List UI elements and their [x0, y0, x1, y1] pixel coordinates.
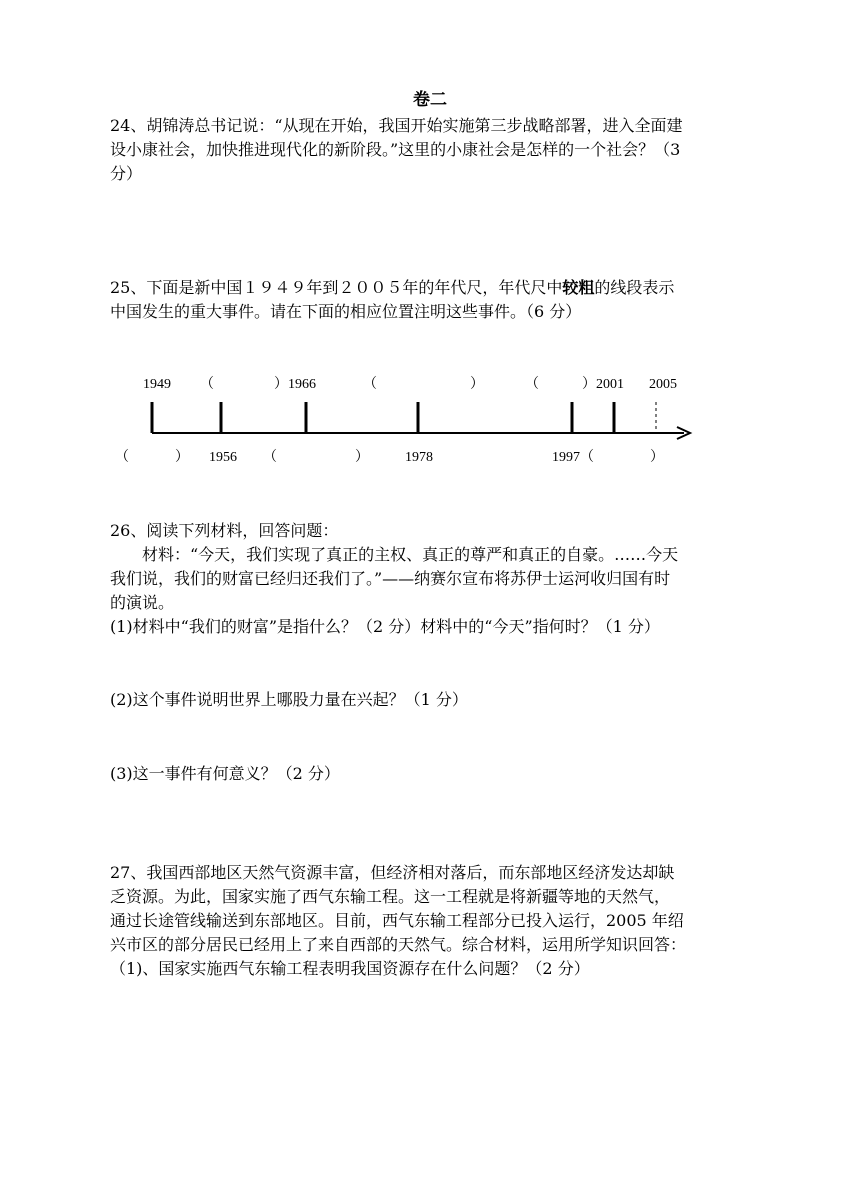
q26-material-line-1: 材料：“今天，我们实现了真正的主权、真正的尊严和真正的自豪。……今天	[142, 545, 679, 564]
label-1978: 1978	[405, 450, 433, 465]
q25-line-2: 中国发生的重大事件。请在下面的相应位置注明这些事件。（6 分）	[110, 302, 582, 321]
blank-close-4: ）	[175, 450, 189, 465]
blank-open-4: （	[115, 450, 129, 465]
q26-material-line-3: 的演说。	[110, 593, 175, 612]
blank-open-3: （	[525, 377, 539, 392]
q24-line-1: 24、胡锦涛总书记说：“从现在开始，我国开始实施第三步战略部署，进入全面建	[110, 116, 683, 135]
blank-close-5: ）	[355, 450, 369, 465]
q26-line-1: 26、阅读下列材料，回答问题：	[110, 521, 339, 540]
blank-close-6: ）	[650, 450, 664, 465]
timeline-ruler	[0, 0, 860, 500]
label-1949: 1949	[143, 377, 171, 392]
q24-line-2: 设小康社会，加快推进现代化的新阶段。”这里的小康社会是怎样的一个社会？（3	[110, 140, 681, 159]
q26-sub-question-2: (2)这个事件说明世界上哪股力量在兴起？（1 分）	[110, 690, 468, 709]
label-2005: 2005	[649, 377, 677, 392]
section-title: 卷二	[413, 90, 447, 110]
q27-line-2: 乏资源。为此，国家实施了西气东输工程。这一工程就是将新疆等地的天然气，	[110, 887, 671, 906]
q25-line-1-a: 25、下面是新中国１９４９年到２００５年的年代尺，年代尺中	[110, 278, 563, 297]
q27-line-1: 27、我国西部地区天然气资源丰富，但经济相对落后，而东部地区经济发达却缺	[110, 863, 675, 882]
blank-open-5: （	[263, 450, 277, 465]
q26-sub-question-3: (3)这一事件有何意义？（2 分）	[110, 764, 340, 783]
q25-bold-emphasis: 较粗	[562, 278, 595, 297]
q25-line-1-b: 的线段表示	[594, 278, 675, 297]
blank-open-1: （	[200, 377, 214, 392]
label-1956: 1956	[209, 450, 237, 465]
label-2001: ）2001	[582, 377, 624, 392]
q26-sub-question-1: (1)材料中“我们的财富”是指什么？（2 分）材料中的“今天”指何时？（1 分）	[110, 617, 660, 636]
label-1966: ）1966	[274, 377, 316, 392]
q27-line-4: 兴市区的部分居民已经用上了来自西部的天然气。综合材料，运用所学知识回答：	[110, 935, 687, 954]
q27-line-3: 通过长途管线输送到东部地区。目前，西气东输工程部分已投入运行，2005 年绍	[110, 911, 684, 930]
blank-close-2: ）	[470, 377, 484, 392]
label-1997: 1997（	[552, 450, 594, 465]
q27-sub-question-1: （1)、国家实施西气东输工程表明我国资源存在什么问题？（2 分）	[110, 959, 590, 978]
q24-line-3: 分）	[110, 164, 143, 183]
blank-open-2: （	[363, 377, 377, 392]
q26-material-line-2: 我们说，我们的财富已经归还我们了。”——纳赛尔宣布将苏伊士运河收归国有时	[110, 569, 671, 588]
